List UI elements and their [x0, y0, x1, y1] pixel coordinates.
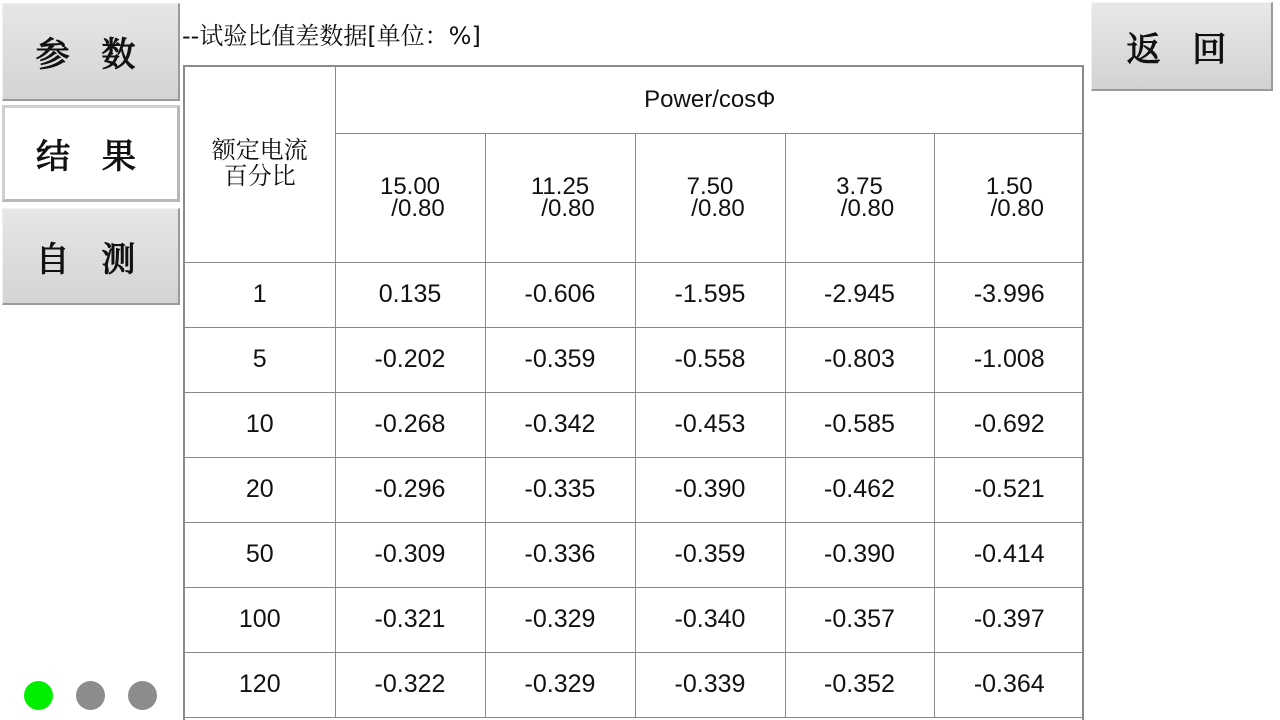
- value-cell: -1.595: [635, 262, 785, 327]
- value-cell: -0.397: [934, 587, 1084, 652]
- value-cell: -0.329: [485, 652, 635, 717]
- value-cell: -0.359: [485, 327, 635, 392]
- results-table: [185, 67, 1084, 718]
- value-cell: -0.296: [335, 457, 485, 522]
- column-header-power: 1.50: [985, 172, 1033, 200]
- row-header-line-1: 额定电流: [211, 137, 308, 165]
- table-row: [185, 392, 1084, 457]
- value-cell: -0.364: [934, 652, 1084, 717]
- percent-cell: 120: [185, 652, 335, 717]
- value-cell: -0.340: [635, 587, 785, 652]
- value-cell: -0.453: [635, 392, 785, 457]
- group-header-power-cos: Power/cosΦ: [335, 67, 1084, 133]
- table-row: [185, 457, 1084, 522]
- value-cell: -0.414: [934, 522, 1084, 587]
- value-cell: -0.268: [335, 392, 485, 457]
- value-cell: -0.521: [934, 457, 1084, 522]
- value-cell: 0.135: [335, 262, 485, 327]
- value-cell: -0.352: [785, 652, 934, 717]
- table-row: [185, 327, 1084, 392]
- value-cell: -0.390: [785, 522, 934, 587]
- column-header: [785, 133, 934, 262]
- value-cell: -0.558: [635, 327, 785, 392]
- table-row: [185, 262, 1084, 327]
- column-header: [934, 133, 1084, 262]
- value-cell: -0.309: [335, 522, 485, 587]
- nav-button-selftest[interactable]: 自 测: [2, 208, 180, 305]
- value-cell: -3.996: [934, 262, 1084, 327]
- results-table-container: [183, 65, 1084, 720]
- value-cell: -0.390: [635, 457, 785, 522]
- column-header-power: 15.00: [379, 172, 441, 200]
- back-button[interactable]: 返 回: [1091, 2, 1273, 91]
- nav-button-params[interactable]: 参 数: [2, 3, 180, 101]
- value-cell: -0.322: [335, 652, 485, 717]
- value-cell: -0.342: [485, 392, 635, 457]
- value-cell: -0.335: [485, 457, 635, 522]
- column-header-cos: /0.80: [541, 194, 595, 222]
- page-indicator-dot-2[interactable]: [76, 681, 105, 710]
- column-header: [485, 133, 635, 262]
- column-header-power: 7.50: [686, 172, 734, 200]
- page-indicator-dot-3[interactable]: [128, 681, 157, 710]
- percent-cell: 20: [185, 457, 335, 522]
- value-cell: -0.336: [485, 522, 635, 587]
- column-header: [635, 133, 785, 262]
- value-cell: -0.339: [635, 652, 785, 717]
- value-cell: -0.359: [635, 522, 785, 587]
- column-header-cos: /0.80: [840, 194, 895, 222]
- page-title: --试验比值差数据[单位：%]: [182, 22, 481, 50]
- percent-cell: 10: [185, 392, 335, 457]
- value-cell: -0.692: [934, 392, 1084, 457]
- table-row: [185, 652, 1084, 717]
- percent-cell: 100: [185, 587, 335, 652]
- value-cell: -1.008: [934, 327, 1084, 392]
- table-row: [185, 587, 1084, 652]
- column-header: [335, 133, 485, 262]
- percent-cell: 50: [185, 522, 335, 587]
- column-header-cos: /0.80: [691, 194, 745, 222]
- value-cell: -0.585: [785, 392, 934, 457]
- value-cell: -0.803: [785, 327, 934, 392]
- value-cell: -0.357: [785, 587, 934, 652]
- value-cell: -0.202: [335, 327, 485, 392]
- column-header-cos: /0.80: [990, 194, 1044, 222]
- table-row: [185, 522, 1084, 587]
- value-cell: -0.606: [485, 262, 635, 327]
- page-indicator-dot-1[interactable]: [24, 681, 53, 710]
- percent-cell: 5: [185, 327, 335, 392]
- row-header-rated-current-percent: [185, 67, 335, 262]
- percent-cell: 1: [185, 262, 335, 327]
- nav-button-results[interactable]: 结 果: [2, 105, 180, 202]
- value-cell: -0.462: [785, 457, 934, 522]
- column-header-cos: /0.80: [391, 194, 445, 222]
- column-header-power: 3.75: [836, 172, 883, 200]
- column-header-power: 11.25: [530, 172, 590, 200]
- row-header-line-2: 百分比: [223, 163, 296, 191]
- value-cell: -0.321: [335, 587, 485, 652]
- value-cell: -0.329: [485, 587, 635, 652]
- value-cell: -2.945: [785, 262, 934, 327]
